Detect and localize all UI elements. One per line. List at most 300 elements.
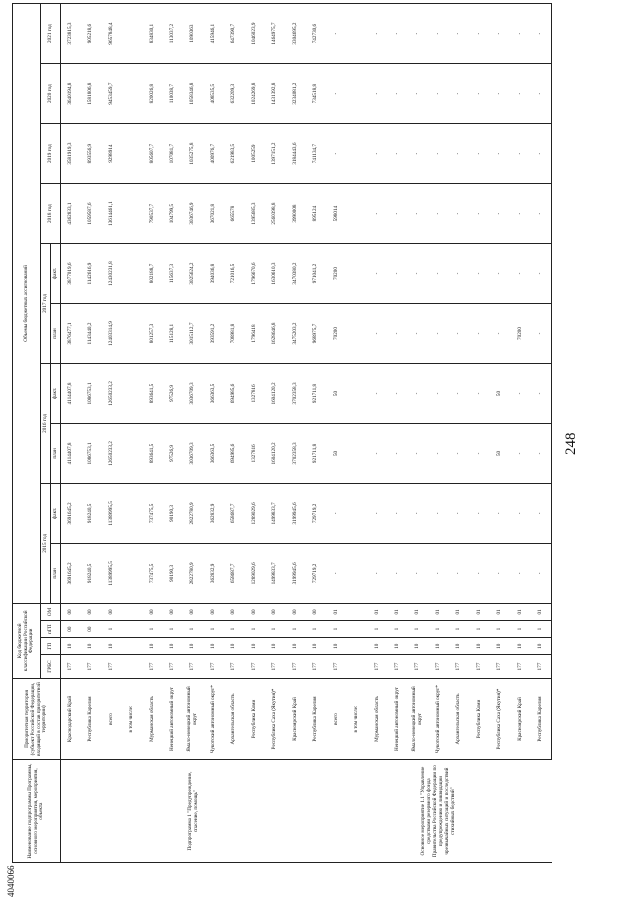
value-cell: - <box>429 4 449 64</box>
table-row <box>245 4 265 863</box>
value-cell: - <box>470 244 490 304</box>
territory-cell: в том числе: <box>122 678 142 759</box>
code-cell: 177 <box>449 655 469 679</box>
value-cell: 9298914 <box>101 124 121 184</box>
value-cell: 1058346,8 <box>183 64 203 124</box>
value-cell: 113037,2 <box>163 4 183 64</box>
value-cell: - <box>449 363 469 423</box>
value-cell: - <box>388 244 408 304</box>
code-cell: 1 <box>429 621 449 638</box>
value-cell: - <box>449 304 469 364</box>
value-cell: 3234081,2 <box>285 64 305 124</box>
budget-table <box>12 3 552 863</box>
territory-cell: Республика Карелия <box>531 678 552 759</box>
code-cell: 177 <box>61 655 81 679</box>
table-row <box>224 4 244 863</box>
code-cell: 10 <box>224 638 244 655</box>
value-cell: 1431392,8 <box>265 64 285 124</box>
header-plan-2017: план <box>51 304 61 364</box>
value-cell <box>122 543 142 603</box>
value-cell: 12650233,2 <box>101 423 121 483</box>
value-cell: - <box>408 423 428 483</box>
value-cell: - <box>408 64 428 124</box>
document-code: 4040066 <box>6 865 16 897</box>
territory-cell: Республика Саха (Якутия)* <box>490 678 510 759</box>
code-cell: 10 <box>245 638 265 655</box>
program-name-cell: Подпрограмма 1 "Предупреждение, спасение, помощь" <box>61 760 327 863</box>
value-cell: 3470380,2 <box>285 244 305 304</box>
table-row <box>490 4 510 863</box>
value-cell: - <box>429 363 449 423</box>
value-cell: 3036709,3 <box>183 363 203 423</box>
code-cell: 177 <box>470 655 490 679</box>
value-cell: 1289029,6 <box>245 483 265 543</box>
code-cell <box>122 621 142 638</box>
value-cell: 621983,5 <box>224 124 244 184</box>
value-cell: 4114407,8 <box>61 363 81 423</box>
code-cell: 01 <box>531 603 552 620</box>
value-cell: - <box>367 483 387 543</box>
code-cell: 00 <box>285 603 305 620</box>
table-row <box>183 4 203 863</box>
value-cell: 415946,1 <box>204 4 224 64</box>
value-cell: - <box>429 423 449 483</box>
table-row <box>265 4 285 863</box>
code-cell: 00 <box>142 603 162 620</box>
value-cell: 400976,7 <box>204 124 224 184</box>
value-cell: 968975,7 <box>306 304 326 364</box>
territory-cell: Республика Саха (Якутия)* <box>265 678 285 759</box>
value-cell <box>347 363 367 423</box>
territory-cell: Республика Карелия <box>81 678 101 759</box>
header-year-2015: 2015 год <box>41 483 51 603</box>
header-pgp: пГП <box>41 621 61 638</box>
table-row <box>347 4 367 863</box>
value-cell: 741134,7 <box>306 124 326 184</box>
code-cell: 00 <box>265 603 285 620</box>
value-cell: 647390,7 <box>224 4 244 64</box>
value-cell: - <box>531 124 552 184</box>
value-cell <box>122 244 142 304</box>
value-cell: - <box>367 244 387 304</box>
code-cell: 1 <box>510 621 530 638</box>
value-cell: 110038,7 <box>163 64 183 124</box>
code-cell: 1 <box>367 621 387 638</box>
value-cell: - <box>470 304 490 364</box>
code-cell: 1 <box>245 621 265 638</box>
code-cell: 00 <box>183 603 203 620</box>
table-row <box>142 4 162 863</box>
value-cell: 1046023,9 <box>245 4 265 64</box>
value-cell: - <box>408 184 428 244</box>
code-cell: 177 <box>429 655 449 679</box>
value-cell: - <box>510 543 530 603</box>
territory-cell: Чукотский автономный округ* <box>429 678 449 759</box>
value-cell: - <box>470 64 490 124</box>
table-row <box>408 4 428 863</box>
code-cell: 10 <box>388 638 408 655</box>
value-cell: 1604120,2 <box>265 423 285 483</box>
value-cell <box>122 363 142 423</box>
code-cell: 177 <box>163 655 183 679</box>
value-cell: - <box>326 4 346 64</box>
value-cell: 3184443,6 <box>285 124 305 184</box>
value-cell <box>122 304 142 364</box>
value-cell: 729719,2 <box>306 483 326 543</box>
value-cell: - <box>388 543 408 603</box>
code-cell: 00 <box>81 603 101 620</box>
value-cell: 1796670,6 <box>245 244 265 304</box>
code-cell: 01 <box>470 603 490 620</box>
value-cell: 3036709,3 <box>183 423 203 483</box>
code-cell: 1 <box>326 621 346 638</box>
value-cell: 893641,5 <box>142 363 162 423</box>
value-cell: - <box>429 64 449 124</box>
value-cell: - <box>408 244 428 304</box>
value-cell: 115637,3 <box>163 244 183 304</box>
value-cell: 50 <box>326 423 346 483</box>
value-cell: 4114407,8 <box>61 423 81 483</box>
header-volume-group: Объемы бюджетных ассигнований <box>13 4 41 604</box>
code-cell: 1 <box>204 621 224 638</box>
value-cell: 12430231,8 <box>101 244 121 304</box>
value-cell: 408535,5 <box>204 64 224 124</box>
value-cell: 721016,5 <box>224 244 244 304</box>
code-cell: 177 <box>306 655 326 679</box>
value-cell: 70200 <box>326 244 346 304</box>
value-cell: - <box>367 363 387 423</box>
value-cell: 3304695,2 <box>285 4 305 64</box>
value-cell <box>347 124 367 184</box>
value-cell: 97526,9 <box>163 363 183 423</box>
code-cell <box>122 638 142 655</box>
value-cell: - <box>408 4 428 64</box>
value-cell: 3877019,6 <box>61 244 81 304</box>
value-cell: 1086753,1 <box>81 363 101 423</box>
value-cell: - <box>388 64 408 124</box>
value-cell: 1604120,2 <box>265 363 285 423</box>
value-cell: 3015112,7 <box>183 304 203 364</box>
value-cell: 658687,7 <box>224 543 244 603</box>
value-cell: - <box>388 363 408 423</box>
value-cell: 366363,5 <box>204 423 224 483</box>
value-cell: 1464975,7 <box>265 4 285 64</box>
page-number: 248 <box>563 432 579 455</box>
value-cell: - <box>326 64 346 124</box>
code-cell: 10 <box>142 638 162 655</box>
value-cell: - <box>531 304 552 364</box>
table-row <box>470 4 490 863</box>
value-cell: 1327816 <box>245 423 265 483</box>
code-cell <box>347 603 367 620</box>
header-plan-2016: план <box>51 423 61 483</box>
value-cell: 362832,9 <box>204 483 224 543</box>
table-row <box>531 4 552 863</box>
value-cell: 790537,7 <box>142 184 162 244</box>
value-cell <box>347 4 367 64</box>
value-cell: 2560398,8 <box>265 184 285 244</box>
code-cell: 10 <box>429 638 449 655</box>
value-cell: 971041,2 <box>306 244 326 304</box>
code-cell <box>122 655 142 679</box>
value-cell: 905218,6 <box>81 4 101 64</box>
value-cell: 3036746,9 <box>183 184 203 244</box>
value-cell: - <box>408 304 428 364</box>
value-cell: 90190,3 <box>163 483 183 543</box>
table-body <box>61 4 552 863</box>
value-cell <box>347 423 367 483</box>
header-fact-2016: факт. <box>51 363 61 423</box>
value-cell: 3475203,2 <box>285 304 305 364</box>
value-cell: - <box>531 423 552 483</box>
code-cell: 00 <box>61 621 81 638</box>
value-cell: 820026,8 <box>142 64 162 124</box>
header-year-2018: 2018 год <box>41 184 61 244</box>
value-cell: 12403314,9 <box>101 304 121 364</box>
value-cell: 1090363 <box>183 4 203 64</box>
header-plan-2015: план <box>51 543 61 603</box>
value-cell: - <box>490 483 510 543</box>
value-cell: 3723815,3 <box>61 4 81 64</box>
code-cell: 00 <box>245 603 265 620</box>
territory-cell: в том числе: <box>347 678 367 759</box>
value-cell <box>122 124 142 184</box>
value-cell: 895124 <box>306 184 326 244</box>
table-row <box>61 4 81 863</box>
value-cell: - <box>470 483 490 543</box>
code-cell: 177 <box>531 655 552 679</box>
value-cell: - <box>408 124 428 184</box>
value-cell: - <box>449 423 469 483</box>
code-cell: 177 <box>285 655 305 679</box>
value-cell: - <box>367 423 387 483</box>
value-cell: 694985,6 <box>224 423 244 483</box>
value-cell: - <box>429 483 449 543</box>
value-cell <box>347 64 367 124</box>
code-cell: 1 <box>285 621 305 638</box>
header-om: ОМ <box>41 603 61 620</box>
value-cell: 1499833,7 <box>265 543 285 603</box>
value-cell: 70200 <box>510 304 530 364</box>
program-name-cell: Основное мероприятие 1.1 "Управление средствами резервного фонда Правительства Российской Федерации по предупреждению и ликвидации чрезвычайных ситуаций и последствий стихийных бедствий" <box>326 760 551 863</box>
code-cell: 177 <box>265 655 285 679</box>
code-cell: 01 <box>510 603 530 620</box>
code-cell: 1 <box>142 621 162 638</box>
value-cell: 3990008 <box>285 184 305 244</box>
header-year-2020: 2020 год <box>41 64 61 124</box>
value-cell: - <box>408 483 428 543</box>
code-cell: 177 <box>204 655 224 679</box>
value-cell: - <box>408 363 428 423</box>
territory-cell: Республика Коми <box>470 678 490 759</box>
value-cell: 393591,2 <box>204 304 224 364</box>
code-cell: 00 <box>81 621 101 638</box>
value-cell: 802188,7 <box>142 244 162 304</box>
value-cell: 1086753,1 <box>81 423 101 483</box>
code-cell: 01 <box>429 603 449 620</box>
value-cell: - <box>490 304 510 364</box>
value-cell: 1327816 <box>245 363 265 423</box>
value-cell: - <box>490 543 510 603</box>
header-year-2021: 2021 год <box>41 4 61 64</box>
value-cell: 734518,8 <box>306 64 326 124</box>
code-cell <box>347 621 367 638</box>
value-cell: - <box>470 4 490 64</box>
code-cell: 10 <box>531 638 552 655</box>
value-cell <box>122 423 142 483</box>
code-cell <box>122 603 142 620</box>
header-territory: Приоритетная территория (субъект Российской Федерации, входящий в состав приоритетной территории) <box>13 678 61 759</box>
value-cell: 70200 <box>326 304 346 364</box>
territory-cell: Архангельская область <box>224 678 244 759</box>
value-cell: - <box>388 124 408 184</box>
value-cell: 3702358,3 <box>285 363 305 423</box>
table-row <box>204 4 224 863</box>
value-cell: 12650233,2 <box>101 363 121 423</box>
value-cell: 394036,8 <box>204 244 224 304</box>
code-cell: 10 <box>470 638 490 655</box>
value-cell: 1796418 <box>245 304 265 364</box>
value-cell: 104799,5 <box>163 184 183 244</box>
code-cell: 1 <box>388 621 408 638</box>
value-cell: 1630610,3 <box>265 244 285 304</box>
value-cell: - <box>449 184 469 244</box>
code-cell: 177 <box>388 655 408 679</box>
value-cell: - <box>449 4 469 64</box>
value-cell: - <box>531 543 552 603</box>
code-cell: 177 <box>367 655 387 679</box>
code-cell: 10 <box>81 638 101 655</box>
header-fact-2015: факт. <box>51 483 61 543</box>
value-cell: - <box>367 543 387 603</box>
value-cell: - <box>531 4 552 64</box>
table-row <box>367 4 387 863</box>
value-cell: 1142616,9 <box>81 244 101 304</box>
table-row <box>449 4 469 863</box>
value-cell: 801257,3 <box>142 304 162 364</box>
value-cell: - <box>449 124 469 184</box>
value-cell: 918240,5 <box>81 483 101 543</box>
value-cell: 805607,7 <box>142 124 162 184</box>
value-cell: - <box>429 184 449 244</box>
territory-cell: всего <box>326 678 346 759</box>
code-cell: 1 <box>101 621 121 638</box>
header-year-2016: 2016 год <box>41 363 51 483</box>
value-cell: - <box>326 543 346 603</box>
value-cell <box>347 483 367 543</box>
value-cell: 3199945,6 <box>285 543 305 603</box>
value-cell: - <box>367 304 387 364</box>
value-cell: 50 <box>326 363 346 423</box>
value-cell: 632209,3 <box>224 64 244 124</box>
code-cell: 1 <box>224 621 244 638</box>
value-cell: 893641,5 <box>142 423 162 483</box>
value-cell: 3876477,1 <box>61 304 81 364</box>
value-cell: - <box>510 483 530 543</box>
value-cell: - <box>470 543 490 603</box>
value-cell: - <box>429 304 449 364</box>
value-cell: 1581806,8 <box>81 64 101 124</box>
code-cell: 10 <box>449 638 469 655</box>
code-cell: 177 <box>408 655 428 679</box>
value-cell: - <box>531 244 552 304</box>
code-cell: 00 <box>204 603 224 620</box>
table-row <box>510 4 530 863</box>
header-name: Наименование подпрограммы Программы, основного мероприятия, мероприятия, объекта <box>13 760 61 863</box>
value-cell: 598014 <box>326 184 346 244</box>
territory-cell: Чукотский автономный округ* <box>204 678 224 759</box>
code-cell: 00 <box>224 603 244 620</box>
value-cell: 367021,8 <box>204 184 224 244</box>
value-cell: 115128,1 <box>163 304 183 364</box>
value-cell: - <box>388 4 408 64</box>
code-cell: 00 <box>306 603 326 620</box>
value-cell: 97526,9 <box>163 423 183 483</box>
value-cell: 3702358,3 <box>285 423 305 483</box>
value-cell: 918240,5 <box>81 543 101 603</box>
value-cell: - <box>449 64 469 124</box>
value-cell: 50 <box>490 363 510 423</box>
code-cell: 10 <box>265 638 285 655</box>
code-cell: 1 <box>306 621 326 638</box>
header-code-group: Код бюджетной классификации Российской Федерации <box>13 603 41 678</box>
value-cell: 3199945,6 <box>285 483 305 543</box>
territory-cell: Мурманская область <box>142 678 162 759</box>
value-cell: 729719,2 <box>306 543 326 603</box>
value-cell: - <box>510 423 530 483</box>
value-cell: 1005259 <box>245 124 265 184</box>
code-cell: 177 <box>183 655 203 679</box>
code-cell: 10 <box>163 638 183 655</box>
value-cell: 1397151,2 <box>265 124 285 184</box>
value-cell: - <box>326 483 346 543</box>
value-cell: - <box>510 124 530 184</box>
code-cell: 1 <box>449 621 469 638</box>
value-cell: - <box>429 244 449 304</box>
territory-cell: Ямало-ненецкий автономный округ <box>408 678 428 759</box>
code-cell <box>347 655 367 679</box>
value-cell: - <box>490 244 510 304</box>
table-row <box>429 4 449 863</box>
value-cell <box>347 244 367 304</box>
value-cell: 1035275,8 <box>183 124 203 184</box>
territory-cell: Краснодарский Край <box>61 678 81 759</box>
territory-cell: Архангельская область <box>449 678 469 759</box>
code-cell: 10 <box>204 638 224 655</box>
code-cell: 01 <box>367 603 387 620</box>
value-cell <box>122 184 142 244</box>
value-cell: 9453459,7 <box>101 64 121 124</box>
value-cell: - <box>367 184 387 244</box>
code-cell: 1 <box>531 621 552 638</box>
code-cell: 1 <box>470 621 490 638</box>
table-row <box>163 4 183 863</box>
code-cell: 1 <box>163 621 183 638</box>
code-cell: 01 <box>408 603 428 620</box>
code-cell: 1 <box>490 621 510 638</box>
value-cell: - <box>388 423 408 483</box>
value-cell: 737475,5 <box>142 543 162 603</box>
value-cell: - <box>470 184 490 244</box>
value-cell: 11389995,5 <box>101 543 121 603</box>
header-gp: ГП <box>41 638 61 655</box>
value-cell <box>347 184 367 244</box>
value-cell: - <box>490 64 510 124</box>
code-cell <box>347 638 367 655</box>
value-cell: - <box>449 244 469 304</box>
value-cell: - <box>531 184 552 244</box>
value-cell: - <box>367 4 387 64</box>
